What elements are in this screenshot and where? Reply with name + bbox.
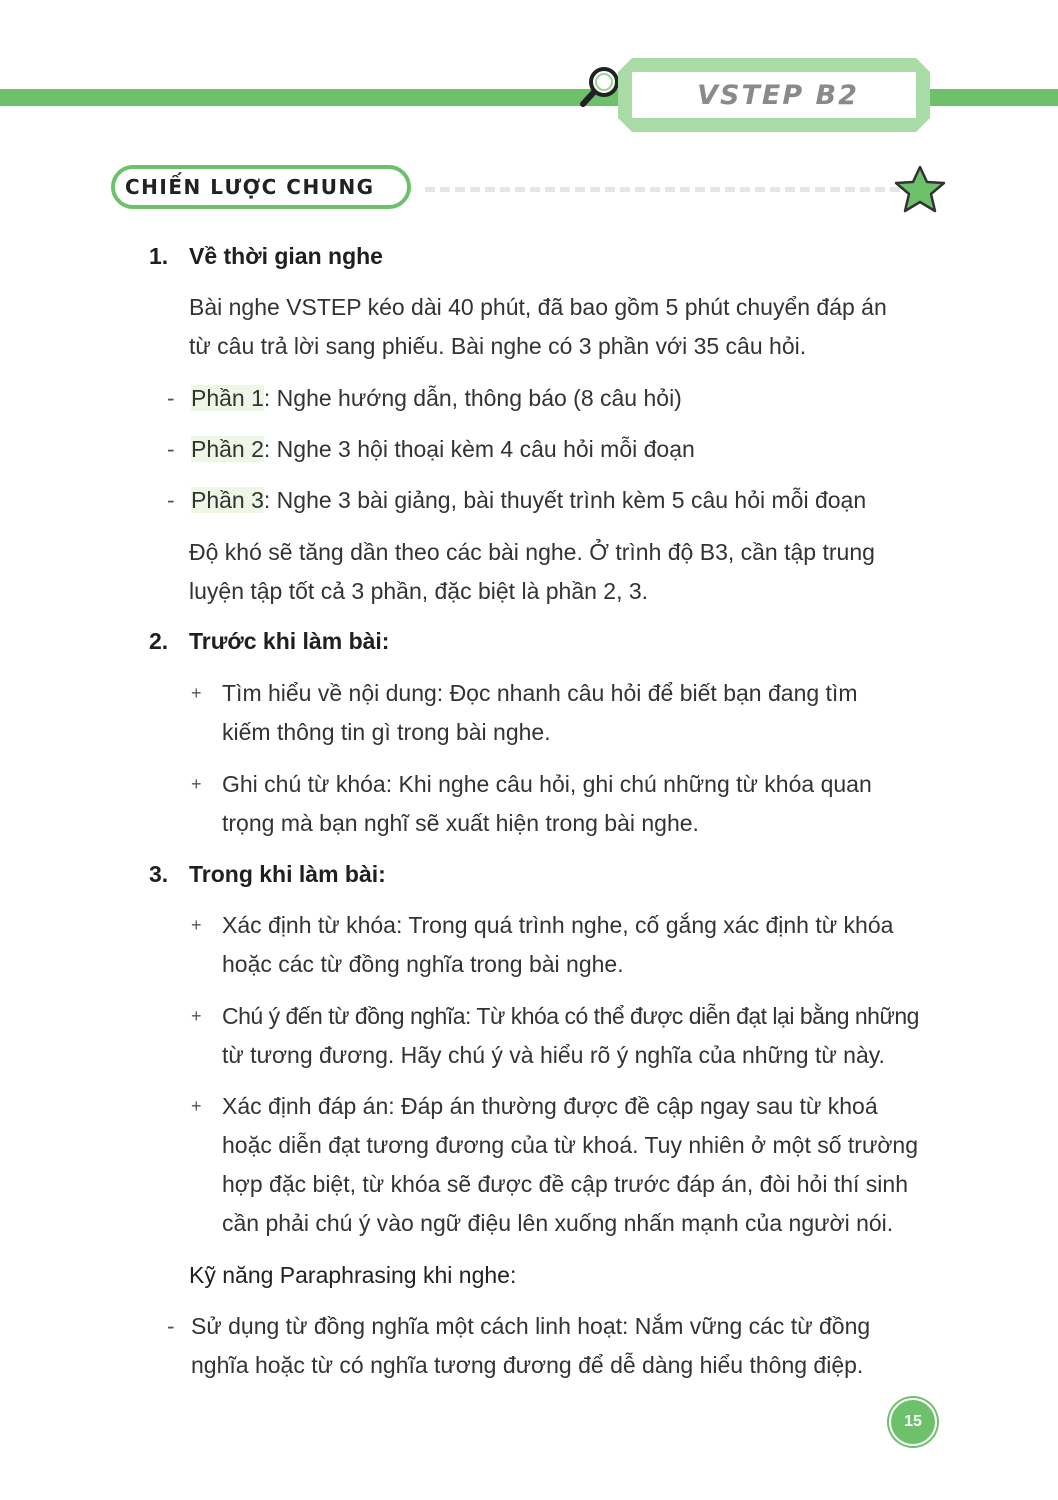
- paragraph-line: từ câu trả lời sang phiếu. Bài nghe có 3 phần với 35 câu hỏi.: [189, 333, 807, 359]
- plus-bullet: +: [191, 1006, 202, 1026]
- item-heading: Trước khi làm bài:: [189, 628, 390, 654]
- item-number: 3.: [149, 861, 169, 887]
- paragraph-line: Xác định đáp án: Đáp án thường được đề cập ngay sau từ khoá: [222, 1093, 878, 1119]
- section-title: CHIẾN LƯỢC CHUNG: [111, 165, 411, 209]
- paragraph-line: trọng mà bạn nghĩ sẽ xuất hiện trong bài nghe.: [222, 810, 699, 836]
- plus-bullet: +: [191, 774, 202, 794]
- magnifier-icon: [578, 64, 622, 108]
- star-icon: [893, 164, 947, 214]
- dash-bullet: -: [167, 385, 175, 411]
- dash-bullet: -: [167, 487, 175, 513]
- plus-bullet: +: [191, 1096, 202, 1116]
- item-heading: Về thời gian nghe: [189, 243, 383, 269]
- section-divider: [425, 187, 900, 192]
- plus-bullet: +: [191, 683, 202, 703]
- header-title: VSTEP B2: [697, 79, 859, 111]
- paragraph-line: luyện tập tốt cả 3 phần, đặc biệt là phần 2, 3.: [189, 578, 649, 604]
- paragraph-line: kiếm thông tin gì trong bài nghe.: [222, 719, 551, 745]
- paragraph-line: cần phải chú ý vào ngữ điệu lên xuống nhấn mạnh của người nói.: [222, 1210, 894, 1236]
- item-heading: Trong khi làm bài:: [189, 861, 386, 887]
- header-title-box: [618, 58, 930, 132]
- part-label: Phần 3: [191, 487, 264, 513]
- paragraph-line: Sử dụng từ đồng nghĩa một cách linh hoạt: Nắm vững các từ đồng: [191, 1313, 871, 1339]
- list-item: [191, 430, 695, 469]
- item-number: 2.: [149, 628, 169, 654]
- paragraph-line: Tìm hiểu về nội dung: Đọc nhanh câu hỏi để biết bạn đang tìm: [222, 680, 858, 706]
- dash-bullet: -: [167, 1313, 175, 1339]
- paragraph-line: Độ khó sẽ tăng dần theo các bài nghe. Ở trình độ B3, cần tập trung: [189, 539, 875, 565]
- part-label: Phần 1: [191, 385, 264, 411]
- dash-bullet: -: [167, 436, 175, 462]
- subheading: Kỹ năng Paraphrasing khi nghe:: [189, 1262, 517, 1288]
- part-text: : Nghe hướng dẫn, thông báo (8 câu hỏi): [263, 385, 682, 411]
- paragraph-line: hợp đặc biệt, từ khóa sẽ được đề cập trước đáp án, đòi hỏi thí sinh: [222, 1171, 908, 1197]
- paragraph-line: Ghi chú từ khóa: Khi nghe câu hỏi, ghi chú những từ khóa quan: [222, 771, 872, 797]
- part-text: : Nghe 3 bài giảng, bài thuyết trình kèm 5 câu hỏi mỗi đoạn: [263, 487, 867, 513]
- part-label: Phần 2: [191, 436, 264, 462]
- paragraph-line: Chú ý đến từ đồng nghĩa: Từ khóa có thể được diễn đạt lại bằng những: [222, 1003, 919, 1029]
- paragraph-line: Xác định từ khóa: Trong quá trình nghe, cố gắng xác định từ khóa: [222, 912, 894, 938]
- list-item: [191, 379, 682, 418]
- item-number: 1.: [149, 243, 169, 269]
- paragraph-line: Bài nghe VSTEP kéo dài 40 phút, đã bao gồm 5 phút chuyển đáp án: [189, 294, 887, 320]
- list-item: [191, 481, 866, 520]
- plus-bullet: +: [191, 915, 202, 935]
- paragraph-line: nghĩa hoặc từ có nghĩa tương đương để dễ dàng hiểu thông điệp.: [191, 1352, 864, 1378]
- page-number: 15: [889, 1398, 937, 1446]
- paragraph-line: hoặc diễn đạt tương đương của từ khoá. Tuy nhiên ở một số trường: [222, 1132, 919, 1158]
- paragraph-line: hoặc các từ đồng nghĩa trong bài nghe.: [222, 951, 624, 977]
- paragraph-line: từ tương đương. Hãy chú ý và hiểu rõ ý nghĩa của những từ này.: [222, 1042, 885, 1068]
- part-text: : Nghe 3 hội thoại kèm 4 câu hỏi mỗi đoạn: [263, 436, 695, 462]
